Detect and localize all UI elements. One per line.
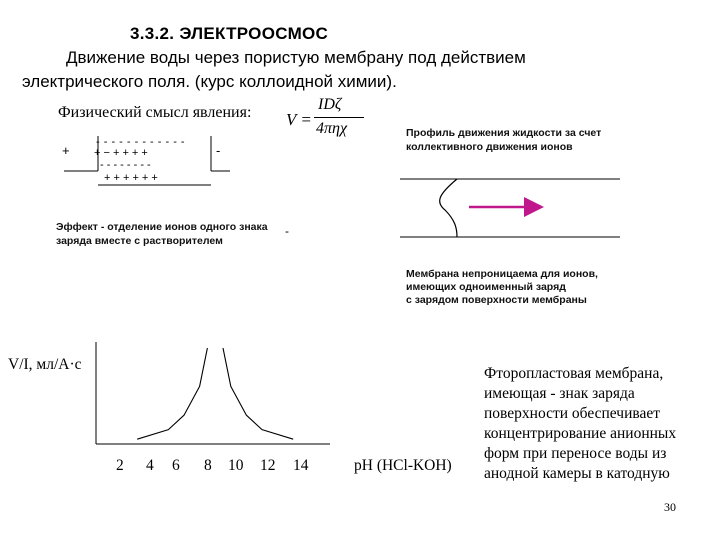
chart-series-2 xyxy=(223,348,293,439)
membrane-line-1: Мембрана непроницаема для ионов, xyxy=(406,268,598,280)
note-line-6: анодной камеры в катодную xyxy=(484,465,670,482)
note-line-4: концентрирование анионных xyxy=(484,425,677,442)
velocity-profile-curve xyxy=(440,179,457,237)
membrane-line-2: имеющих одноименный заряд xyxy=(406,281,566,293)
chart-x-tick: 6 xyxy=(172,457,180,474)
chart-series-1 xyxy=(137,348,207,439)
membrane-line-3: с зарядом поверхности мембраны xyxy=(406,294,587,306)
effect-minus-sign: - xyxy=(285,224,289,238)
slide-title: 3.3.2. ЭЛЕКТРООСМОС xyxy=(130,24,329,43)
charge-row-4: + + + + + + xyxy=(104,172,158,184)
note-line-5: форм при переносе воды из xyxy=(484,445,667,462)
plus-electrode-sign: + xyxy=(62,143,70,158)
minus-electrode-sign: - xyxy=(216,143,221,158)
charge-row-1: - - - - - - - - - - - - xyxy=(96,136,186,148)
formula-numerator: IDζ xyxy=(318,96,342,113)
charge-row-2: + − + + + + xyxy=(94,147,148,159)
membrane-note xyxy=(484,364,719,484)
note-line-1: Фторопластовая мембрана, xyxy=(484,365,664,382)
chart-y-label: V/I, мл/А·с xyxy=(8,356,82,373)
chart-x-tick: 10 xyxy=(228,457,244,474)
chart-x-tick: 12 xyxy=(260,457,276,474)
page-number: 30 xyxy=(664,500,676,514)
chart-x-tick: 14 xyxy=(293,457,309,474)
effect-line-2: заряда вместе с растворителем xyxy=(56,235,223,247)
subtitle-line-2: электрического поля. (курс коллоидной химии). xyxy=(22,72,397,91)
profile-label-line-1: Профиль движения жидкости за счет xyxy=(406,127,602,139)
chart-x-tick: 8 xyxy=(204,457,212,474)
physics-label: Физический смысл явления: xyxy=(58,104,252,121)
chart-x-tick: 2 xyxy=(116,457,124,474)
note-line-2: имеющая - знак заряда xyxy=(484,385,635,402)
electroosmosis-chart xyxy=(90,340,350,450)
chart-x-label: pH (HCl-KOH) xyxy=(354,457,452,474)
profile-label-line-2: коллективного движения ионов xyxy=(406,141,573,153)
flow-profile-diagram xyxy=(395,170,625,245)
formula-denominator: 4πηχ xyxy=(316,120,347,137)
note-line-3: поверхности обеспечивает xyxy=(484,405,661,422)
formula-lhs: V = xyxy=(286,110,312,129)
chart-x-tick: 4 xyxy=(146,457,154,474)
subtitle-line-1: Движение воды через пористую мембрану под действием xyxy=(66,48,526,67)
formula-fraction-bar xyxy=(314,117,364,118)
effect-line-1: Эффект - отделение ионов одного знака xyxy=(56,221,268,233)
charge-row-3: - - - - - - - - xyxy=(100,159,151,171)
